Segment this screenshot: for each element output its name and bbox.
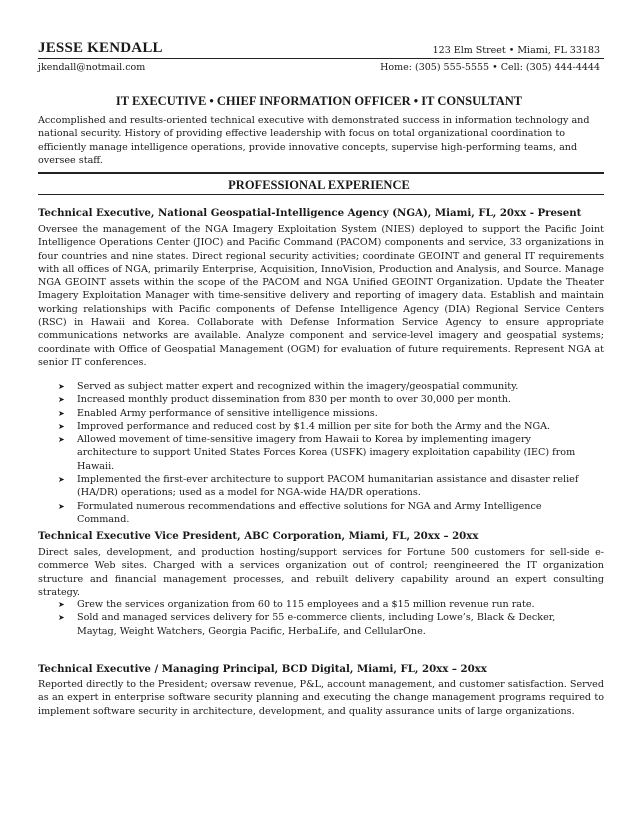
- arrowhead-bullet-icon: ➤: [58, 501, 65, 511]
- bullet-item: ➤ Sold and managed services delivery for 55 e-commerce clients, including Lowe’s, Black & Decker, Maytag, Weight Watchers, Georgia Pacific, HerbaLife, and CellularOne.: [58, 612, 556, 637]
- job-description: Direct sales, development, and production hosting/support services for Fortune 500 customers for sell-side e-commerce Web sites. Charged with a services organization out of control; reengineered the IT organization structure and financial management processes, and rebuilt delivery capability around an expert consulting strategy.: [38, 547, 604, 598]
- bullet-item: ➤ Implemented the first-ever architecture to support PACOM humanitarian assistance and disaster relief (HA/DR) operations; used as a model for NGA-wide HA/DR operations.: [58, 474, 579, 499]
- summary-paragraph: Accomplished and results-oriented technical executive with demonstrated success in information technology and national security. History of providing effective leadership with focus on total organizational coordination to efficiently manage intelligence operations, provide innovative concepts, supervise high-performing teams, and oversee staff.: [38, 115, 590, 166]
- bullet-item: ➤ Enabled Army performance of sensitive intelligence missions.: [58, 407, 378, 419]
- bullet-item: ➤ Formulated numerous recommendations and effective solutions for NGA and Army Intelligence Command.: [58, 500, 542, 525]
- bullet-item: ➤ Grew the services organization from 60 to 115 employees and a $15 million revenue run rate.: [58, 599, 535, 610]
- section-title-experience: PROFESSIONAL EXPERIENCE: [228, 178, 410, 192]
- arrowhead-bullet-icon: ➤: [58, 435, 65, 445]
- section-bottom-rule: [38, 194, 604, 195]
- contact-email: jkendall@notmail.com: [38, 62, 146, 73]
- job-description: Reported directly to the President; oversaw revenue, P&L, account management, and customer satisfaction. Served as an expert in enterprise software security planning and executing the change management programs required to implement software security in architecture, development, and quality assurance units of large organizations.: [38, 679, 604, 717]
- section-top-rule: [38, 172, 604, 174]
- arrowhead-bullet-icon: ➤: [58, 613, 65, 623]
- bullet-item: ➤ Increased monthly product dissemination from 830 per month to over 30,000 per month.: [58, 394, 511, 406]
- job-title: Technical Executive Vice President, ABC Corporation, Miami, FL, 20xx – 20xx: [38, 530, 479, 542]
- arrowhead-bullet-icon: ➤: [58, 395, 65, 405]
- bullet-item: ➤ Allowed movement of time-sensitive imagery from Hawaii to Korea by implementing imagery architecture to support United States Forces Korea (USFK) imagery exploitation capability (IEC) from Hawaii.: [58, 434, 576, 472]
- bullet-item: ➤ Improved performance and reduced cost by $1.4 million per site for both the Army and the NGA.: [58, 420, 551, 432]
- job-bullets: [58, 380, 588, 526]
- headline: IT EXECUTIVE • CHIEF INFORMATION OFFICER • IT CONSULTANT: [115, 94, 523, 108]
- arrowhead-bullet-icon: ➤: [58, 408, 65, 418]
- arrowhead-bullet-icon: ➤: [58, 600, 65, 609]
- job-title: Technical Executive, National Geospatial-Intelligence Agency (NGA), Miami, FL, 20xx - Present: [38, 207, 582, 219]
- job-title: Technical Executive / Managing Principal, BCD Digital, Miami, FL, 20xx – 20xx: [38, 663, 487, 675]
- bullet-item: ➤ Served as subject matter expert and recognized within the imagery/geospatial community.: [58, 381, 519, 392]
- job-bullets: [58, 598, 588, 638]
- contact-phone: Home: (305) 555-5555 • Cell: (305) 444-4444: [380, 62, 600, 73]
- job-description: Oversee the management of the NGA Imagery Exploitation System (NIES) deployed to support the Pacific Joint Intelligence Operations Center (JIOC) and Pacific Command (PACOM) components and service, 33 organizations in four countries and nine states. Direct regional security activities; coordinate GEOINT and general IT requirements with all offices of NGA, primarily Enterprise, Acquisition, InnoVision, Production and Analysis, and Source. Manage NGA GEOINT assets within the scope of the PACOM and NGA Unified GEOINT Organization. Update the Theater Imagery Exploitation Manager with time-sensitive delivery and reporting of imagery data. Establish and maintain working relationships with Pacific components of Defense Intelligence Agency (DIA) Regional Service Centers (RSC) in Hawaii and Korea. Collaborate with Defense Information Service Agency to ensure appropriate communications networks are available. Analyze component and service-level imagery and geospatial systems; coordinate with Office of Geospatial Management (OGM) for evaluation of future requirements. Represent NGA at senior IT conferences.: [38, 224, 604, 368]
- arrowhead-bullet-icon: ➤: [58, 475, 65, 485]
- header-divider: [38, 58, 604, 59]
- contact-address: 123 Elm Street • Miami, FL 33183: [432, 45, 600, 56]
- arrowhead-bullet-icon: ➤: [58, 382, 65, 391]
- arrowhead-bullet-icon: ➤: [58, 421, 65, 431]
- candidate-name: JESSE KENDALL: [38, 40, 163, 56]
